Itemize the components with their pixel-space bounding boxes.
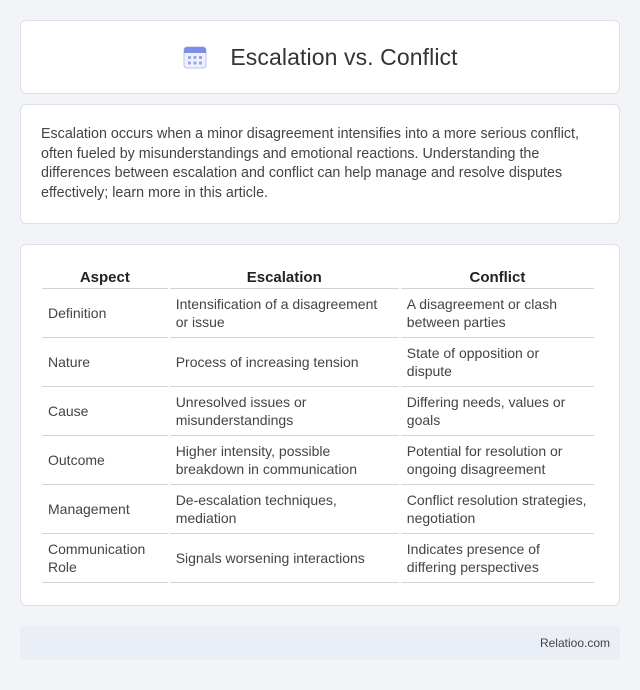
table-row [42, 338, 594, 387]
row-conflict-cell: Conflict resolution strategies, negotiation [401, 485, 594, 534]
row-escalation-cell: De-escalation techniques, mediation [170, 485, 399, 534]
table-row [42, 387, 594, 436]
row-aspect-cell: Nature [42, 338, 168, 387]
row-aspect-cell: Communication Role [42, 534, 168, 583]
comparison-table [40, 267, 596, 583]
table-row [42, 485, 594, 534]
row-escalation-cell: Higher intensity, possible breakdown in communication [170, 436, 399, 485]
row-conflict-cell: A disagreement or clash between parties [401, 289, 594, 338]
title-card [20, 20, 620, 94]
row-conflict-cell: State of opposition or dispute [401, 338, 594, 387]
table-row [42, 436, 594, 485]
row-aspect-cell: Outcome [42, 436, 168, 485]
row-escalation-cell: Unresolved issues or misunderstandings [170, 387, 399, 436]
row-conflict-cell: Potential for resolution or ongoing disagreement [401, 436, 594, 485]
row-conflict-cell: Differing needs, values or goals [401, 387, 594, 436]
row-aspect-cell: Management [42, 485, 168, 534]
intro-paragraph: Escalation occurs when a minor disagreement intensifies into a more serious conflict, often fueled by misunderstandings and emotional reactions. Understanding the differences between escalation and conflict can help manage and resolve disputes effectively; learn more in this article. [41, 126, 579, 201]
intro-card [20, 104, 620, 224]
header-escalation: Escalation [170, 267, 399, 289]
footer-bar [20, 626, 620, 660]
page-title: Escalation vs. Conflict [230, 43, 458, 70]
header-conflict: Conflict [401, 267, 594, 289]
title-wrap [182, 44, 457, 71]
table-row [42, 289, 594, 338]
row-escalation-cell: Signals worsening interactions [170, 534, 399, 583]
row-aspect-cell: Cause [42, 387, 168, 436]
row-conflict-cell: Indicates presence of differing perspectives [401, 534, 594, 583]
row-escalation-cell: Process of increasing tension [170, 338, 399, 387]
footer-site-link[interactable]: Relatioo.com [539, 636, 610, 650]
calendar-icon [182, 44, 208, 70]
row-escalation-cell: Intensification of a disagreement or issue [170, 289, 399, 338]
comparison-card [20, 244, 620, 606]
table-header-row [42, 267, 594, 289]
header-aspect: Aspect [42, 267, 168, 289]
table-row [42, 534, 594, 583]
row-aspect-cell: Definition [42, 289, 168, 338]
